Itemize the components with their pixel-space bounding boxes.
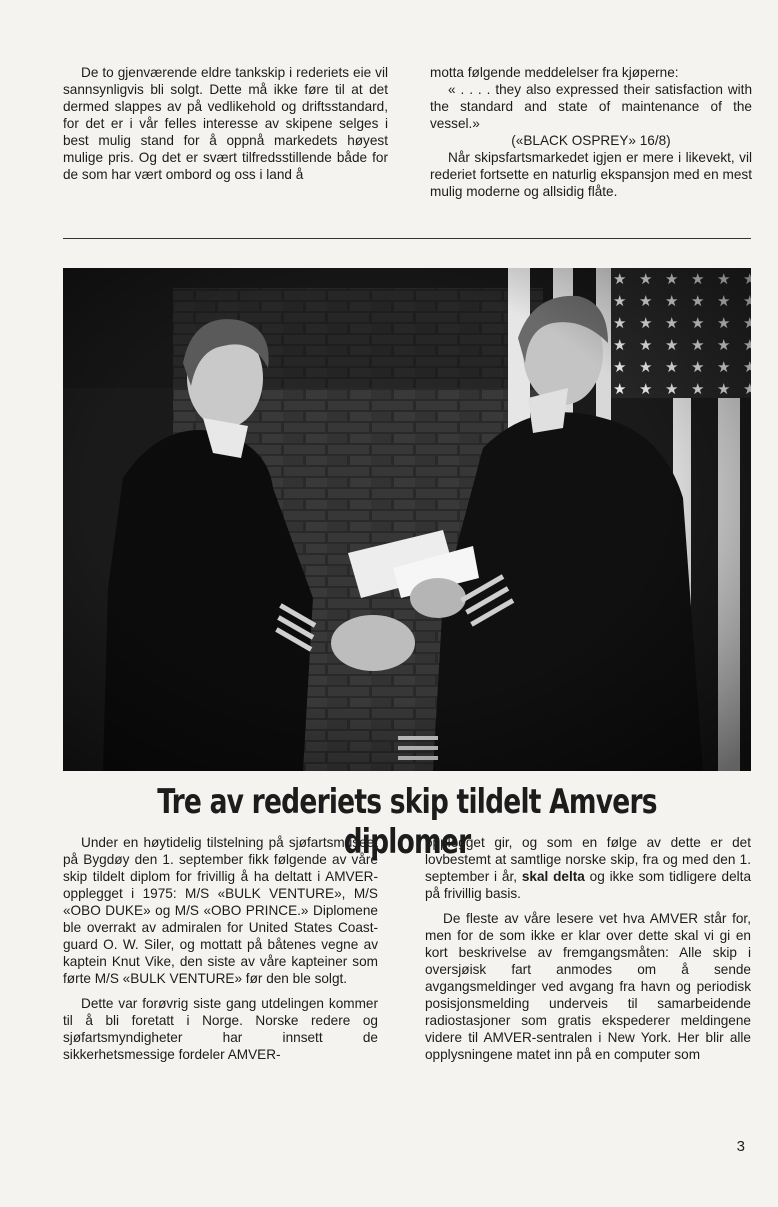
buyers-quote: « . . . . they also expressed their satisfaction with the standard and state of maintenance of the vessel.» [430, 82, 752, 131]
ceremony-photo [63, 268, 751, 771]
norway-paragraph: Dette var forøvrig siste gang utdelingen kommer til å bli foretatt i Norge. Norske redere og sjøfartsmyndigheter har innsett de sikkerhetsmessige fordeler AMVER- [63, 996, 378, 1062]
amver-paragraph: De fleste av våre lesere vet hva AMVER står for, men for de som ikke er klar over dette skal vi gi en kort beskrivelse av fremgangsmåten: Alle skip i oversjøisk fart anmodes om å sende avgangsmeldinger ved avgang fra havn og periodisk posisjonsmelding underveis til samarbeidende radiostasjoner som gratis ekspederer meldingene videre til AMVER-sentralen i New York. Her blir alle opplysningene matet inn på en computer som [425, 911, 751, 1062]
closing-paragraph: Når skipsfartsmarkedet igjen er mere i likevekt, vil rederiet fortsette en naturlig ekspansjon med en mest mulig moderne og allsidig flåte. [430, 150, 752, 199]
law-paragraph [425, 834, 751, 902]
bottom-left-column [63, 834, 378, 1063]
intro-paragraph: De to gjenværende eldre tankskip i rederiets eie vil sannsynligvis bli solgt. Dette må ikke føre til at det dermed slappes av på vedlikehold og driftsstandard, for det er i vår felles interesse av skipene selges i best mulig stand for å oppnå markedets høyest mulige pris. Og det er svært tilfredsstillende både for de som har vært ombord og oss i land å [63, 65, 388, 182]
page-number: 3 [736, 1138, 745, 1155]
law-text-start: opplegget gir, og som en følge av dette er det lovbestemt at samtlige norske skip, fra og med den 1. september i år, [425, 835, 751, 884]
top-left-column [63, 64, 388, 183]
law-emphasis: skal delta [521, 869, 585, 884]
law-text-end: og ikke som tidligere delta på frivillig basis. [425, 869, 752, 901]
section-divider [63, 238, 751, 239]
bottom-right-column [425, 834, 751, 1063]
quote-signature: («BLACK OSPREY» 16/8) [511, 133, 671, 148]
top-right-column [430, 64, 752, 200]
buyers-intro: motta følgende meddelelser fra kjøperne: [430, 65, 679, 80]
ceremony-paragraph: Under en høytidelig tilstelning på sjøfartsmuseet på Bygdøy den 1. september fikk følgende av våre skip tildelt diplom for frivillig å ha deltatt i AMVER-opplegget i 1975: M/S «BULK VENTURE», M/S «OBO DUKE» og M/S «OBO PRINCE.» Diplomene ble overrakt av admiralen for United States Coast-guard O. W. Siler, og mottatt på båtenes vegne av kaptein Knut Vike, den siste av våre kapteiner som førte M/S «BULK VENTURE» før den ble solgt. [63, 835, 378, 986]
article-headline: Tre av rederiets skip tildelt Amvers diplomer [157, 782, 657, 862]
